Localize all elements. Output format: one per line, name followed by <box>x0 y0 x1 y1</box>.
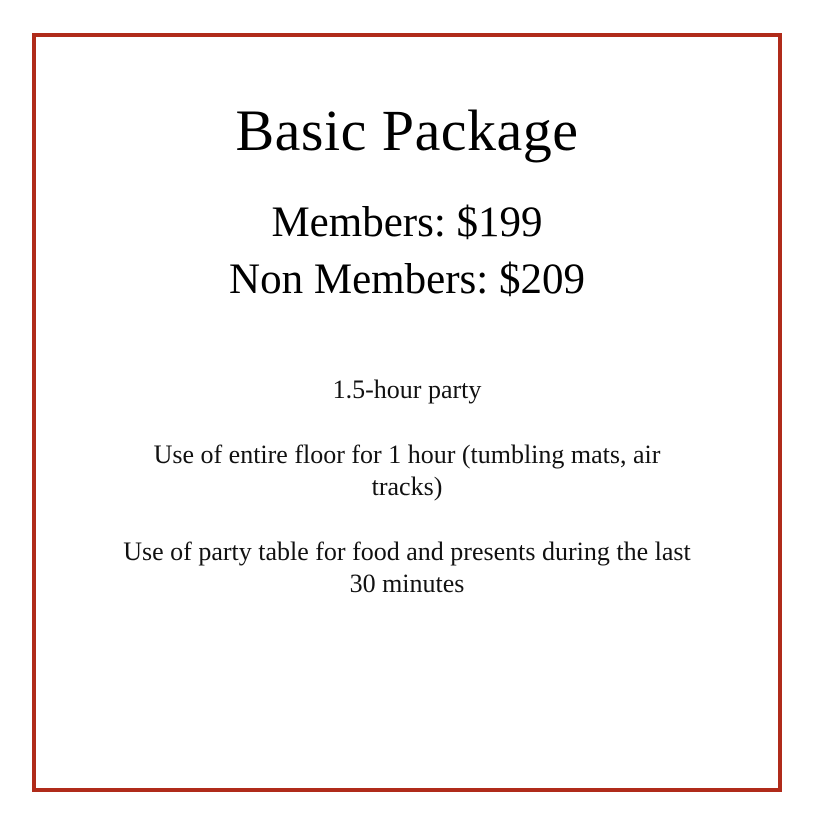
page-title: Basic Package <box>235 98 579 163</box>
feature-duration: 1.5-hour party <box>332 375 482 405</box>
feature-floor-use: Use of entire floor for 1 hour (tumbling mats, air tracks) <box>153 439 661 502</box>
package-card <box>32 33 782 792</box>
price-non-members: Non Members: $209 <box>229 255 585 303</box>
pricing-block <box>229 195 585 309</box>
features-list <box>102 374 712 601</box>
price-members: Members: $199 <box>271 198 543 246</box>
feature-party-table: Use of party table for food and presents during the last 30 minutes <box>123 536 691 599</box>
